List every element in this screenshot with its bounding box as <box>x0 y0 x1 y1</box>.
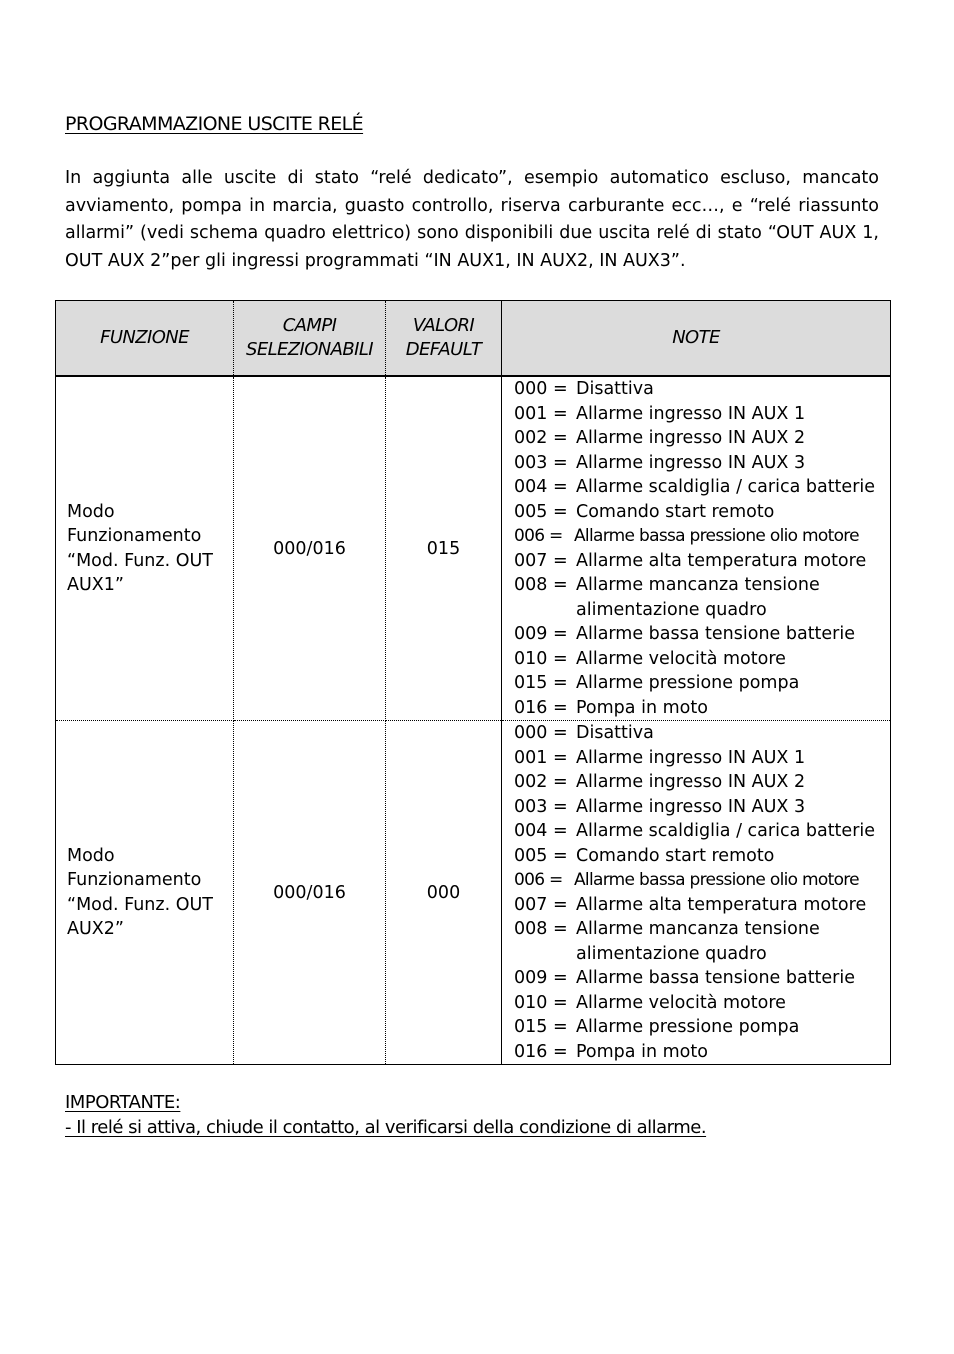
header-valori-line1: VALORI <box>412 315 475 336</box>
note-code: 004 = <box>514 821 568 841</box>
funzione-line: “Mod. Funz. OUT <box>67 550 213 571</box>
note-text: Allarme velocità motore <box>576 648 786 669</box>
note-item <box>514 819 890 844</box>
header-valori-default <box>386 301 502 377</box>
note-text: Allarme ingresso IN AUX 2 <box>576 772 806 792</box>
cell-valori-default: 015 <box>386 376 502 721</box>
cell-note <box>502 376 891 721</box>
note-item <box>514 893 890 918</box>
funzione-line: AUX1” <box>67 575 124 595</box>
note-text: Allarme bassa tensione batterie <box>576 968 856 988</box>
note-text: Disattiva <box>576 379 654 399</box>
table-header-row <box>56 301 891 377</box>
note-code: 008 = <box>514 919 568 939</box>
note-text: Allarme scaldiglia / carica batterie <box>576 821 876 841</box>
note-item <box>514 549 890 574</box>
note-text: Allarme bassa pressione olio motore <box>574 526 859 546</box>
programming-table <box>55 300 891 1065</box>
note-text: Allarme mancanza tensione <box>576 575 820 595</box>
note-item <box>514 524 890 549</box>
note-code: 015 = <box>514 673 568 693</box>
note-code: 001 = <box>514 747 568 768</box>
note-text: Pompa in moto <box>576 697 708 718</box>
note-item <box>514 451 890 476</box>
note-item <box>514 647 890 672</box>
note-text: Allarme ingresso IN AUX 3 <box>576 452 806 473</box>
note-text: Allarme pressione pompa <box>576 673 800 693</box>
header-campi-line2: SELEZIONABILI <box>246 339 373 360</box>
funzione-line: Funzionamento <box>67 526 202 546</box>
table-row <box>56 376 891 721</box>
note-text: Comando start remoto <box>576 845 775 866</box>
note-text-continuation: alimentazione quadro <box>576 943 767 964</box>
note-item <box>514 426 890 451</box>
intro-paragraph: In aggiunta alle uscite di stato “relé dedicato”, esempio automatico escluso, mancato avviamento, pompa in marcia, guasto controllo, riserva carburante ecc…, e “relé riassunto allarmi” (vedi schema quadro elettrico) sono disponibili due uscita relé di stato “OUT AUX 1, OUT AUX 2”per gli ingressi programmati “IN AUX1, IN AUX2, IN AUX3”. <box>65 168 879 271</box>
note-item <box>514 917 890 942</box>
note-code: 001 = <box>514 403 568 424</box>
cell-funzione <box>56 721 234 1065</box>
note-text: Allarme mancanza tensione <box>576 919 820 939</box>
note-code: 009 = <box>514 624 568 644</box>
header-campi-line1: CAMPI <box>282 315 337 336</box>
note-text: Allarme alta temperatura motore <box>576 550 867 571</box>
note-code: 006 = <box>514 526 563 546</box>
note-text: Allarme ingresso IN AUX 1 <box>576 747 806 768</box>
table-row <box>56 721 891 1065</box>
note-item <box>514 991 890 1016</box>
note-text: Allarme ingresso IN AUX 3 <box>576 796 806 817</box>
note-code: 006 = <box>514 870 563 890</box>
note-code: 008 = <box>514 575 568 595</box>
funzione-line: AUX2” <box>67 919 124 939</box>
note-item <box>514 671 890 696</box>
note-code: 003 = <box>514 796 568 817</box>
header-funzione: FUNZIONE <box>56 301 234 377</box>
note-item <box>514 402 890 427</box>
funzione-line: “Mod. Funz. OUT <box>67 894 213 915</box>
cell-funzione <box>56 376 234 721</box>
note-code: 010 = <box>514 992 568 1013</box>
note-item <box>514 868 890 893</box>
important-text: - Il relé si attiva, chiude il contatto, al verificarsi della condizione di allarme. <box>65 1117 707 1138</box>
note-item <box>514 746 890 771</box>
funzione-line: Funzionamento <box>67 870 202 890</box>
note-text: Allarme bassa pressione olio motore <box>574 870 859 890</box>
note-text-continuation: alimentazione quadro <box>576 599 767 620</box>
note-item <box>514 1040 890 1065</box>
funzione-line: Modo <box>67 845 115 866</box>
cell-campi-selezionabili: 000/016 <box>234 376 386 721</box>
note-text: Allarme ingresso IN AUX 2 <box>576 428 806 448</box>
note-code: 015 = <box>514 1017 568 1037</box>
note-code: 010 = <box>514 648 568 669</box>
note-item <box>514 721 890 746</box>
note-text: Allarme bassa tensione batterie <box>576 624 856 644</box>
note-code: 000 = <box>514 379 568 399</box>
note-code: 005 = <box>514 845 568 866</box>
note-text: Pompa in moto <box>576 1041 708 1062</box>
note-item <box>514 795 890 820</box>
note-text: Allarme alta temperatura motore <box>576 894 867 915</box>
header-note: NOTE <box>502 301 891 377</box>
funzione-line: Modo <box>67 501 115 522</box>
note-code: 004 = <box>514 477 568 497</box>
note-item <box>514 475 890 500</box>
note-code: 000 = <box>514 723 568 743</box>
note-item <box>514 573 890 598</box>
note-code: 016 = <box>514 1041 568 1062</box>
cell-campi-selezionabili: 000/016 <box>234 721 386 1065</box>
note-text: Allarme ingresso IN AUX 1 <box>576 403 806 424</box>
note-item <box>514 622 890 647</box>
header-campi-selezionabili <box>234 301 386 377</box>
note-item <box>514 770 890 795</box>
note-code: 009 = <box>514 968 568 988</box>
note-text: Disattiva <box>576 723 654 743</box>
note-item <box>514 1015 890 1040</box>
note-text: Comando start remoto <box>576 501 775 522</box>
note-text: Allarme scaldiglia / carica batterie <box>576 477 876 497</box>
important-note <box>65 1090 706 1140</box>
note-item <box>514 966 890 991</box>
note-code: 002 = <box>514 772 568 792</box>
note-item <box>514 844 890 869</box>
page-title: PROGRAMMAZIONE USCITE RELÉ <box>65 113 364 135</box>
note-item <box>514 500 890 525</box>
note-code: 005 = <box>514 501 568 522</box>
note-code: 002 = <box>514 428 568 448</box>
cell-valori-default: 000 <box>386 721 502 1065</box>
note-code: 016 = <box>514 697 568 718</box>
note-text: Allarme pressione pompa <box>576 1017 800 1037</box>
note-item <box>514 696 890 721</box>
note-code: 003 = <box>514 452 568 473</box>
cell-note <box>502 721 891 1065</box>
note-item <box>514 377 890 402</box>
important-heading: IMPORTANTE: <box>65 1092 181 1113</box>
header-valori-line2: DEFAULT <box>405 339 482 360</box>
note-code: 007 = <box>514 550 568 571</box>
note-code: 007 = <box>514 894 568 915</box>
note-text: Allarme velocità motore <box>576 992 786 1013</box>
